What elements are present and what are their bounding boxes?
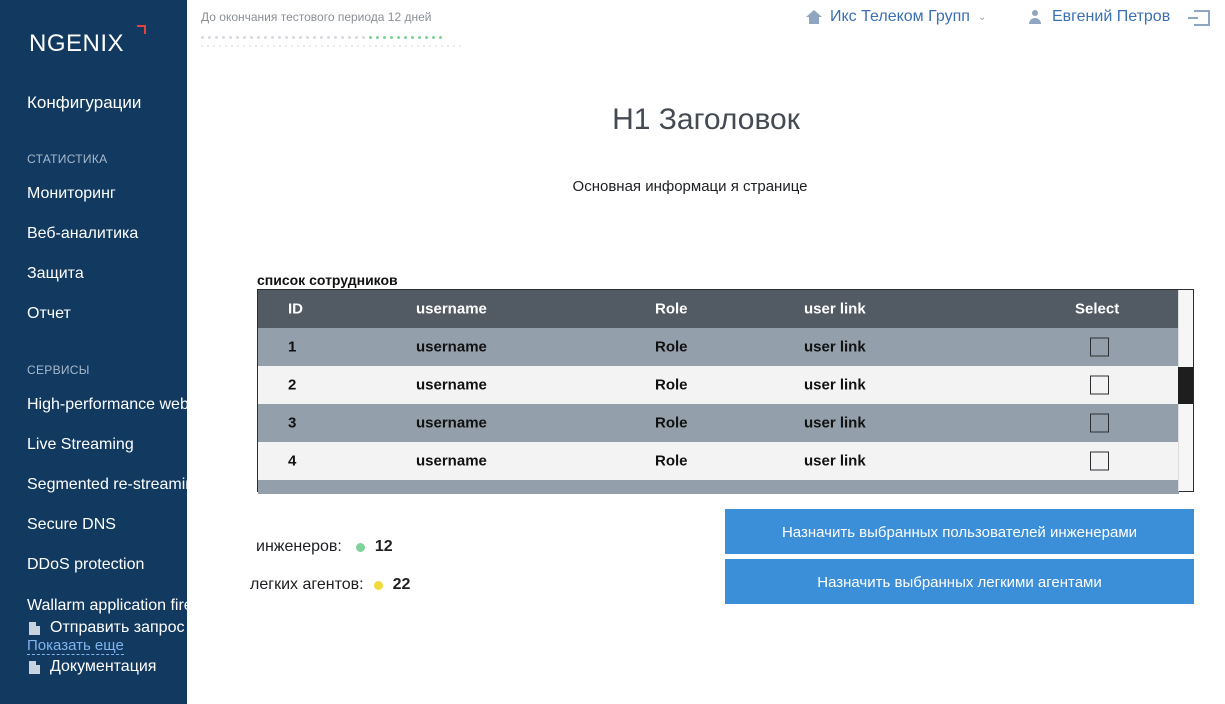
sidebar-item-secure-dns[interactable]: Secure DNS <box>27 516 116 533</box>
table-header-row <box>258 290 1179 328</box>
sidebar-item-wallarm[interactable]: Wallarm application firewall <box>27 597 221 614</box>
sidebar-item-configurations[interactable]: Конфигурации <box>27 93 142 112</box>
cell-role: Role <box>655 414 688 432</box>
user-name: Евгений Петров <box>1052 8 1171 25</box>
row-select-checkbox[interactable] <box>1090 452 1109 471</box>
cell-username: username <box>416 376 487 394</box>
logo-corner-icon <box>137 25 146 34</box>
trial-progress-dots-secondary <box>201 45 461 47</box>
user-icon <box>1028 10 1042 24</box>
page-subtitle: Основная информаци я странице <box>572 178 808 195</box>
table-row[interactable] <box>258 366 1179 404</box>
documentation-label: Документация <box>50 658 157 675</box>
chevron-down-icon: ⌄ <box>977 11 987 23</box>
assign-engineers-label: Назначить выбранных пользователей инженерами <box>781 524 1138 541</box>
send-request-icon <box>29 622 40 635</box>
cell-role: Role <box>655 376 688 394</box>
sidebar-item-report[interactable]: Отчет <box>27 305 71 322</box>
cell-username: username <box>416 338 487 356</box>
sidebar-section-statistics: СТАТИСТИКА <box>27 152 108 166</box>
organization-name: Икс Телеком Групп <box>830 8 970 25</box>
header-username[interactable]: username <box>416 300 487 318</box>
logout-icon[interactable] <box>1194 10 1210 26</box>
engineers-dot-icon <box>356 543 365 552</box>
sidebar-section-services: СЕРВИСЫ <box>27 363 90 377</box>
document-icon <box>29 661 40 674</box>
engineers-stat <box>256 538 393 556</box>
header-id[interactable]: ID <box>288 300 303 318</box>
assign-agents-label: Назначить выбранных легкими агентами <box>817 574 1102 591</box>
cell-id: 4 <box>288 452 297 470</box>
table-scrollbar-thumb[interactable] <box>1178 367 1193 404</box>
page-title: H1 Заголовок <box>612 103 800 136</box>
assign-engineers-button[interactable] <box>725 509 1194 554</box>
cell-user-link[interactable]: user link <box>804 452 866 470</box>
row-select-checkbox[interactable] <box>1090 376 1109 395</box>
send-request-label: Отправить запрос <box>50 619 185 636</box>
home-icon <box>806 10 822 24</box>
assign-agents-button[interactable] <box>725 559 1194 604</box>
sidebar-item-protection[interactable]: Защита <box>27 265 84 282</box>
agents-label: легких агентов: <box>250 576 364 593</box>
agents-stat <box>250 576 410 594</box>
cell-username: username <box>416 452 487 470</box>
header-select[interactable]: Select <box>1075 300 1120 318</box>
row-select-checkbox[interactable] <box>1090 414 1109 433</box>
ngenix-logo[interactable]: NGENIX <box>29 30 125 57</box>
sidebar <box>0 0 221 704</box>
cell-username: username <box>416 414 487 432</box>
cell-id: 3 <box>288 414 297 432</box>
employee-table <box>257 289 1194 492</box>
agents-count: 22 <box>392 576 411 593</box>
sidebar-item-live-streaming[interactable]: Live Streaming <box>27 436 134 453</box>
cell-user-link[interactable]: user link <box>804 376 866 394</box>
sidebar-item-web-analytics[interactable]: Веб-аналитика <box>27 225 139 242</box>
sidebar-item-high-performance-web[interactable]: High-performance web <box>27 396 189 413</box>
trial-progress-dots <box>201 36 442 39</box>
trial-period-text: До окончания тестового периода 12 дней <box>201 10 432 24</box>
cell-id: 2 <box>288 376 297 394</box>
sidebar-item-segmented-restreaming[interactable]: Segmented re-streaming <box>27 476 204 493</box>
table-scrollbar[interactable] <box>1178 290 1193 491</box>
send-request-link[interactable] <box>29 619 184 637</box>
cell-role: Role <box>655 338 688 356</box>
table-row-partial <box>258 480 1179 494</box>
row-select-checkbox[interactable] <box>1090 338 1109 357</box>
engineers-count: 12 <box>374 538 393 555</box>
header-role[interactable]: Role <box>655 300 688 318</box>
sidebar-item-ddos-protection[interactable]: DDoS protection <box>27 556 145 573</box>
cell-user-link[interactable]: user link <box>804 414 866 432</box>
engineers-label: инженеров: <box>256 538 342 555</box>
table-row[interactable] <box>258 328 1179 366</box>
sidebar-item-monitoring[interactable]: Мониторинг <box>27 185 116 202</box>
cell-id: 1 <box>288 338 297 356</box>
show-more-link[interactable]: Показать еще <box>27 637 124 654</box>
organization-selector[interactable] <box>806 8 986 26</box>
user-menu[interactable] <box>1028 8 1170 26</box>
documentation-link[interactable] <box>29 658 156 676</box>
header-user-link[interactable]: user link <box>804 300 866 318</box>
table-row[interactable] <box>258 442 1179 480</box>
agents-dot-icon <box>374 581 383 590</box>
employee-list-caption: список сотрудников <box>257 272 398 288</box>
table-row[interactable] <box>258 404 1179 442</box>
cell-role: Role <box>655 452 688 470</box>
cell-user-link[interactable]: user link <box>804 338 866 356</box>
